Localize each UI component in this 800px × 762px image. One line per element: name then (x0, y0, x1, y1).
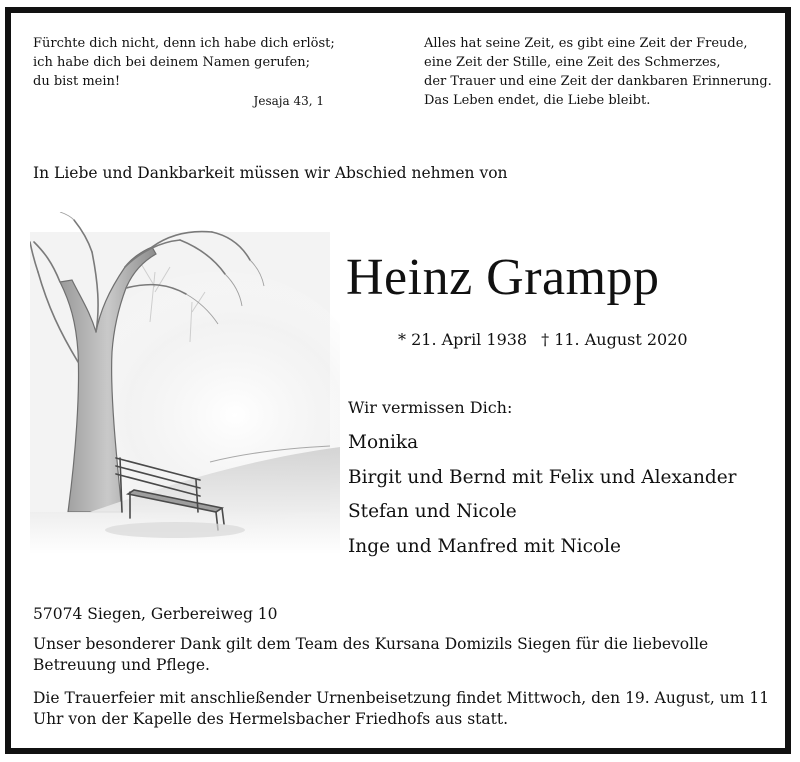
life-dates (398, 330, 688, 349)
tree-bench-drawing (30, 212, 340, 554)
death-date: † 11. August 2020 (541, 330, 688, 349)
mourner-name: Birgit und Bernd mit Felix und Alexander (348, 466, 737, 488)
mourners-heading: Wir vermissen Dich: (348, 398, 513, 417)
funeral-service-note: Die Trauerfeier mit anschließender Urnenbeisetzung findet Mittwoch, den 19. August, um 11 Uhr von der Kapelle des Hermelsbacher Friedhofs aus statt. (33, 689, 770, 728)
intro-text: In Liebe und Dankbarkeit müssen wir Abschied nehmen von (33, 164, 508, 182)
quote-right-line: Alles hat seine Zeit, es gibt eine Zeit der Freude, (424, 36, 748, 51)
quote-right-line: der Trauer und eine Zeit der dankbaren Erinnerung. (424, 74, 772, 89)
quote-left-line: Fürchte dich nicht, denn ich habe dich erlöst; (33, 36, 335, 51)
quote-right-line: Das Leben endet, die Liebe bleibt. (424, 93, 651, 108)
mourner-name: Inge und Manfred mit Nicole (348, 535, 621, 557)
mourner-name: Stefan und Nicole (348, 501, 517, 522)
quote-reference: Jesaja 43, 1 (253, 94, 324, 108)
poem-quote (424, 34, 774, 110)
quote-left-line: ich habe dich bei deinem Namen gerufen; (33, 55, 310, 70)
bible-quote (33, 34, 363, 111)
mourners-list (348, 426, 737, 564)
address: 57074 Siegen, Gerbereiweg 10 (33, 605, 278, 623)
birth-date: * 21. April 1938 (398, 330, 528, 349)
quote-left-line: du bist mein! (33, 74, 121, 89)
mourner-name: Monika (348, 432, 419, 453)
thanks-note: Unser besonderer Dank gilt dem Team des Kursana Domizils Siegen für die liebevolle Betreuung und Pflege. (33, 635, 709, 674)
quote-right-line: eine Zeit der Stille, eine Zeit des Schmerzes, (424, 55, 721, 70)
deceased-name: Heinz Grampp (346, 249, 660, 306)
